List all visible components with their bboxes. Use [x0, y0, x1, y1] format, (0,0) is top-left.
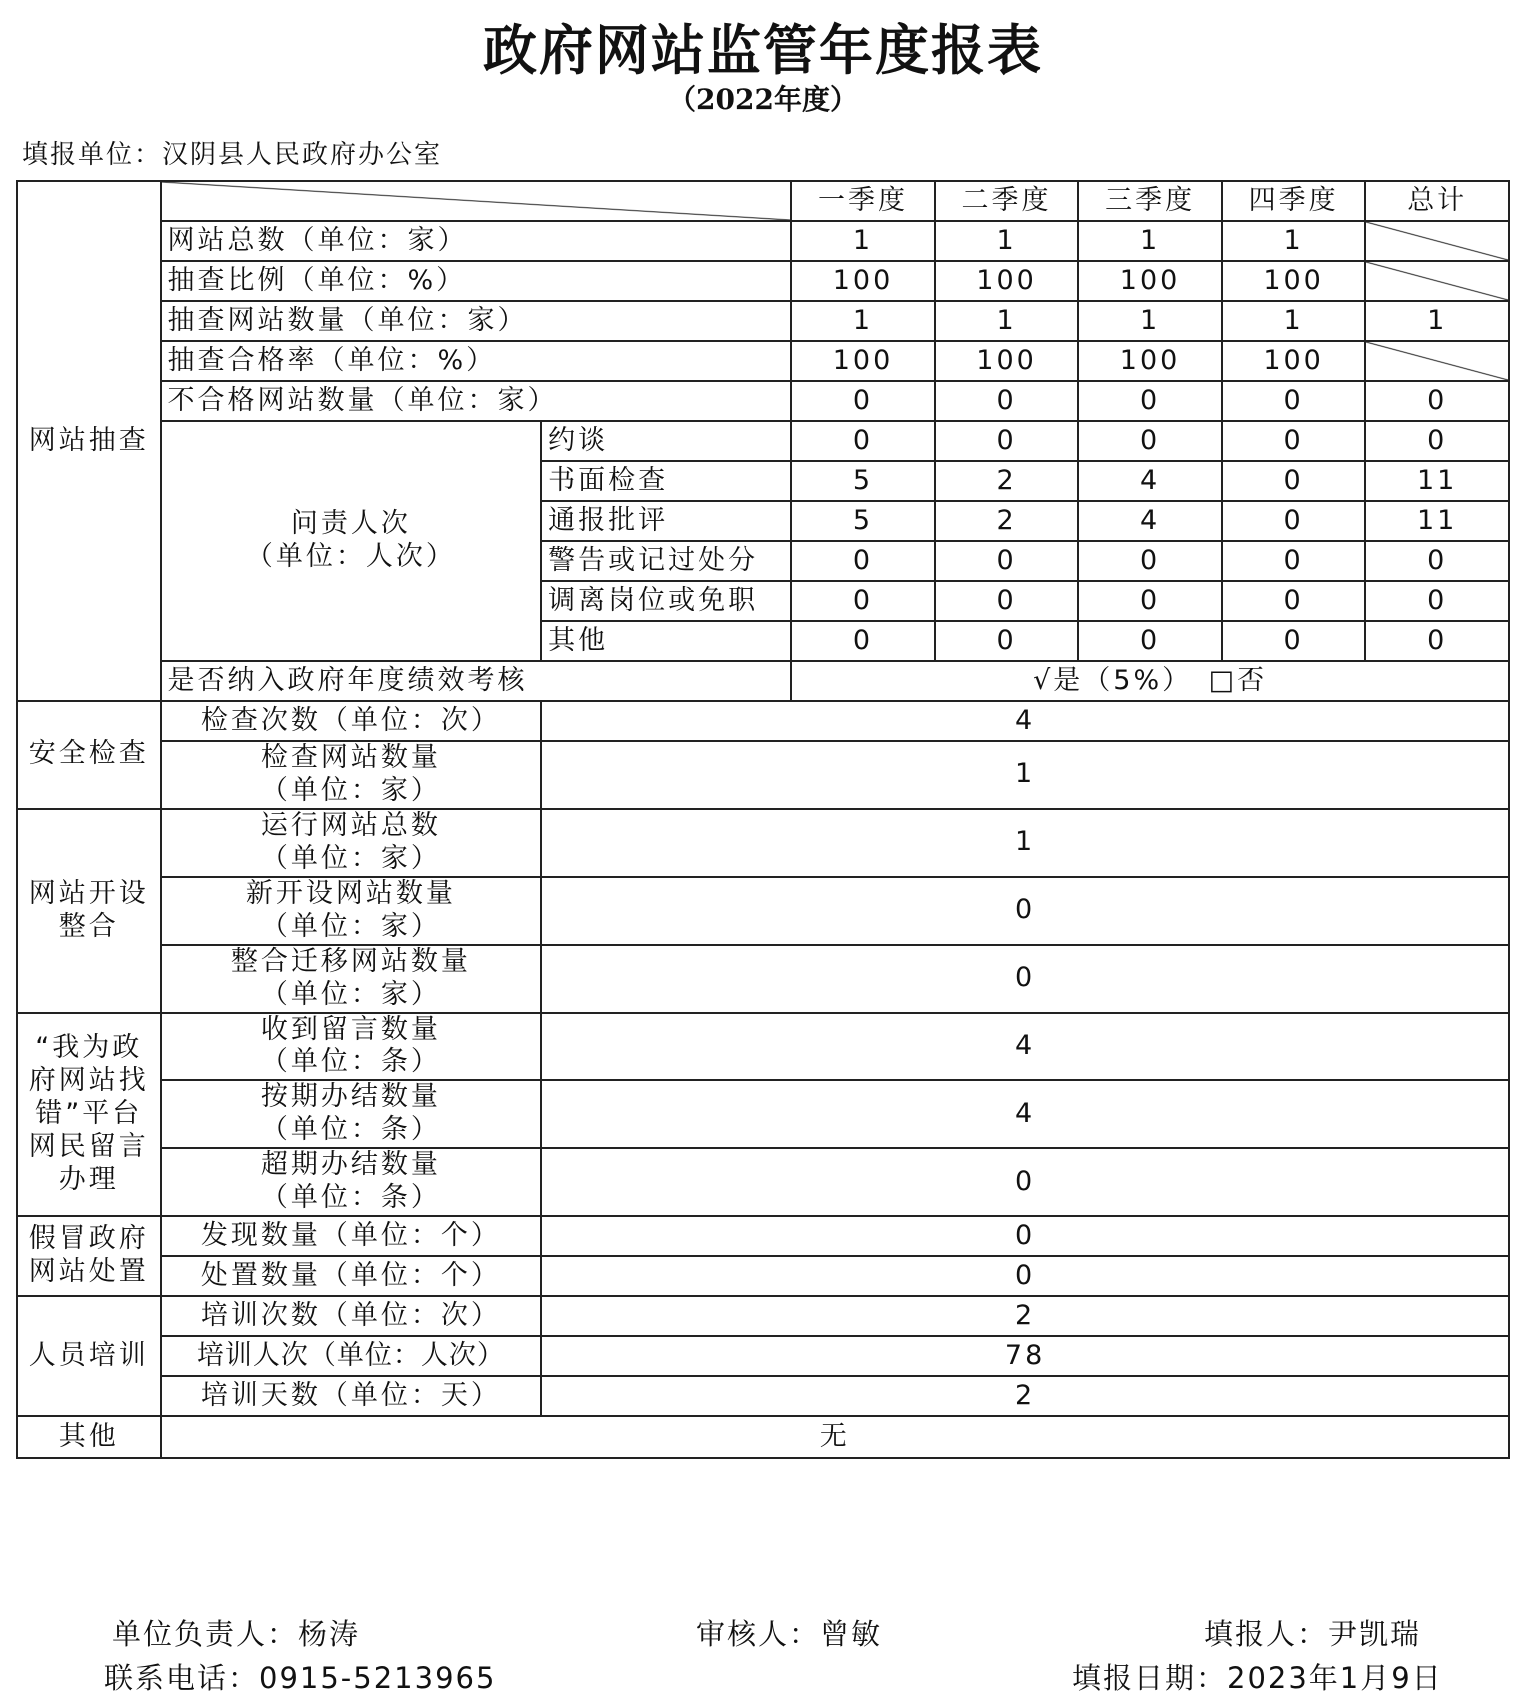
header-q2: 二季度	[935, 181, 1079, 221]
cell-value: 0	[791, 381, 935, 421]
table-row	[17, 1296, 1509, 1336]
table-row	[17, 809, 1509, 877]
cell-value: 0	[791, 621, 935, 661]
table-row	[17, 1416, 1509, 1458]
table-row	[17, 1080, 1509, 1148]
accountability-label-cell	[161, 421, 542, 661]
row-label: 网站总数（单位：家）	[161, 221, 792, 261]
cell-value: 0	[541, 877, 1509, 945]
table-row	[17, 877, 1509, 945]
row-label: 其他	[541, 621, 791, 661]
row-label: 不合格网站数量（单位：家）	[161, 381, 792, 421]
cell-value: 0	[1078, 381, 1222, 421]
footer-leader: 单位负责人：杨涛	[112, 1617, 361, 1651]
cell-value: 0	[1222, 581, 1366, 621]
cell-value: 1	[935, 301, 1079, 341]
cell-value: 0	[1222, 501, 1366, 541]
table-row	[17, 261, 1509, 301]
row-label: 抽查网站数量（单位：家）	[161, 301, 792, 341]
cell-total: 1	[1365, 301, 1509, 341]
cell-value: 100	[1222, 341, 1366, 381]
row-unit: （单位：家）	[260, 842, 441, 874]
cell-value: 0	[935, 381, 1079, 421]
table-row	[17, 381, 1509, 421]
cell-value: 4	[1078, 461, 1222, 501]
cell-total: 0	[1365, 541, 1509, 581]
cell-value: 100	[1078, 341, 1222, 381]
reporting-unit: 填报单位：汉阴县人民政府办公室	[22, 140, 443, 170]
cell-value: 5	[791, 501, 935, 541]
cell-value: 4	[541, 1013, 1509, 1081]
report-subtitle: （2022年度）	[668, 83, 858, 116]
footer-date: 填报日期：2023年1月9日	[1072, 1661, 1443, 1695]
cell-value: 1	[541, 809, 1509, 877]
accountability-label: 问责人次	[290, 508, 411, 540]
row-label: 处置数量（单位：个）	[161, 1256, 542, 1296]
row-label-cell	[161, 945, 542, 1013]
cell-value: 0	[1078, 421, 1222, 461]
cell-value: 0	[1222, 541, 1366, 581]
header-q1: 一季度	[791, 181, 935, 221]
row-label-cell	[161, 809, 542, 877]
section-open-integrate	[17, 809, 161, 1013]
empty-diagonal-cell	[1365, 261, 1509, 301]
cell-value: 100	[791, 341, 935, 381]
header-diagonal-cell	[161, 181, 792, 221]
row-label-cell	[161, 1080, 542, 1148]
cell-value: 0	[1222, 381, 1366, 421]
row-label: 运行网站总数	[260, 809, 441, 841]
empty-diagonal-cell	[1365, 341, 1509, 381]
section-line: 办理	[58, 1163, 119, 1195]
cell-value: 0	[1078, 621, 1222, 661]
cell-value: 78	[541, 1336, 1509, 1376]
cell-value: 1	[1222, 221, 1366, 261]
row-label: 超期办结数量	[260, 1149, 441, 1181]
cell-total: 11	[1365, 461, 1509, 501]
cell-value: 0	[935, 581, 1079, 621]
row-label: 书面检查	[541, 461, 791, 501]
header-total: 总计	[1365, 181, 1509, 221]
section-counterfeit	[17, 1216, 161, 1296]
table-row	[17, 661, 1509, 701]
table-row	[17, 221, 1509, 261]
table-row	[17, 301, 1509, 341]
cell-value: 0	[791, 421, 935, 461]
section-training: 人员培训	[17, 1296, 161, 1416]
empty-diagonal-cell	[1365, 221, 1509, 261]
table-row	[17, 1148, 1509, 1216]
cell-value: 2	[935, 461, 1079, 501]
row-label: 检查次数（单位：次）	[161, 701, 542, 741]
cell-value: 1	[791, 301, 935, 341]
table-row	[17, 1376, 1509, 1416]
row-label: 通报批评	[541, 501, 791, 541]
row-label: 培训人次（单位：人次）	[161, 1336, 542, 1376]
cell-value: 1	[935, 221, 1079, 261]
cell-value: 0	[1222, 421, 1366, 461]
cell-value: 2	[541, 1296, 1509, 1336]
cell-value: 1	[1078, 221, 1222, 261]
cell-value: 2	[541, 1376, 1509, 1416]
cell-value: 无	[161, 1416, 1509, 1458]
table-row	[17, 701, 1509, 741]
row-label: 抽查合格率（单位：%）	[161, 341, 792, 381]
report-table	[16, 180, 1510, 1459]
section-security: 安全检查	[17, 701, 161, 809]
row-label: 整合迁移网站数量	[230, 945, 471, 977]
cell-value: 0	[1078, 581, 1222, 621]
section-line: 网站处置	[28, 1256, 149, 1288]
section-line: 整合	[58, 910, 119, 942]
cell-value: 0	[935, 421, 1079, 461]
row-label: 收到留言数量	[260, 1013, 441, 1045]
row-label-cell	[161, 741, 542, 809]
section-spot-check: 网站抽查	[17, 181, 161, 701]
section-line: 网民留言	[28, 1130, 149, 1162]
cell-value: 0	[1222, 621, 1366, 661]
row-label: 按期办结数量	[260, 1081, 441, 1113]
row-label: 发现数量（单位：个）	[161, 1216, 542, 1256]
row-label: 约谈	[541, 421, 791, 461]
section-line: 网站开设	[28, 877, 149, 909]
cell-value: 1	[791, 221, 935, 261]
section-line: “我为政	[35, 1031, 143, 1063]
footer-phone: 联系电话：0915-5213965	[104, 1661, 497, 1695]
table-row	[17, 421, 1509, 461]
performance-value: √是（5%） □否	[791, 661, 1509, 701]
row-label: 调离岗位或免职	[541, 581, 791, 621]
row-label-cell	[161, 1148, 542, 1216]
row-label: 培训次数（单位：次）	[161, 1296, 542, 1336]
cell-value: 0	[935, 621, 1079, 661]
row-unit: （单位：条）	[260, 1046, 441, 1078]
cell-value: 100	[1078, 261, 1222, 301]
table-row	[17, 741, 1509, 809]
table-row	[17, 341, 1509, 381]
cell-value: 100	[935, 341, 1079, 381]
cell-value: 2	[935, 501, 1079, 541]
cell-total: 0	[1365, 621, 1509, 661]
table-row	[17, 1216, 1509, 1256]
row-label: 培训天数（单位：天）	[161, 1376, 542, 1416]
cell-value: 1	[541, 741, 1509, 809]
row-label: 检查网站数量	[260, 742, 441, 773]
footer-reviewer: 审核人：曾敏	[696, 1617, 883, 1651]
cell-value: 0	[541, 1256, 1509, 1296]
cell-value: 5	[791, 461, 935, 501]
row-unit: （单位：家）	[260, 774, 441, 806]
table-row	[17, 1256, 1509, 1296]
cell-value: 0	[935, 541, 1079, 581]
cell-value: 100	[935, 261, 1079, 301]
row-label: 抽查比例（单位：%）	[161, 261, 792, 301]
cell-value: 4	[1078, 501, 1222, 541]
row-unit: （单位：家）	[260, 978, 441, 1010]
table-row	[17, 945, 1509, 1013]
cell-value: 0	[791, 541, 935, 581]
cell-value: 0	[791, 581, 935, 621]
report-title: 政府网站监管年度报表	[483, 18, 1043, 82]
table-row	[17, 1013, 1509, 1081]
row-unit: （单位：家）	[260, 910, 441, 942]
header-q4: 四季度	[1222, 181, 1366, 221]
section-line: 错”平台	[35, 1097, 143, 1129]
cell-value: 0	[541, 1148, 1509, 1216]
section-other: 其他	[17, 1416, 161, 1458]
cell-total: 0	[1365, 421, 1509, 461]
cell-value: 0	[1078, 541, 1222, 581]
cell-value: 0	[1222, 461, 1366, 501]
header-q3: 三季度	[1078, 181, 1222, 221]
section-line: 府网站找	[28, 1064, 149, 1096]
cell-total: 0	[1365, 381, 1509, 421]
cell-total: 11	[1365, 501, 1509, 541]
table-row	[17, 1336, 1509, 1376]
row-label: 新开设网站数量	[245, 877, 456, 909]
cell-value: 4	[541, 701, 1509, 741]
performance-label: 是否纳入政府年度绩效考核	[161, 661, 792, 701]
cell-value: 100	[1222, 261, 1366, 301]
cell-value: 1	[1078, 301, 1222, 341]
footer-filler: 填报人：尹凯瑞	[1204, 1617, 1422, 1651]
accountability-unit: （单位：人次）	[245, 541, 456, 572]
section-messages	[17, 1013, 161, 1217]
row-label-cell	[161, 1013, 542, 1081]
cell-total: 0	[1365, 581, 1509, 621]
section-line: 假冒政府	[28, 1223, 149, 1255]
row-label: 警告或记过处分	[541, 541, 791, 581]
cell-value: 1	[1222, 301, 1366, 341]
row-unit: （单位：条）	[260, 1114, 441, 1146]
cell-value: 0	[541, 1216, 1509, 1256]
cell-value: 4	[541, 1080, 1509, 1148]
cell-value: 0	[541, 945, 1509, 1013]
row-unit: （单位：条）	[260, 1182, 441, 1214]
table-header-row	[17, 181, 1509, 221]
cell-value: 100	[791, 261, 935, 301]
row-label-cell	[161, 877, 542, 945]
